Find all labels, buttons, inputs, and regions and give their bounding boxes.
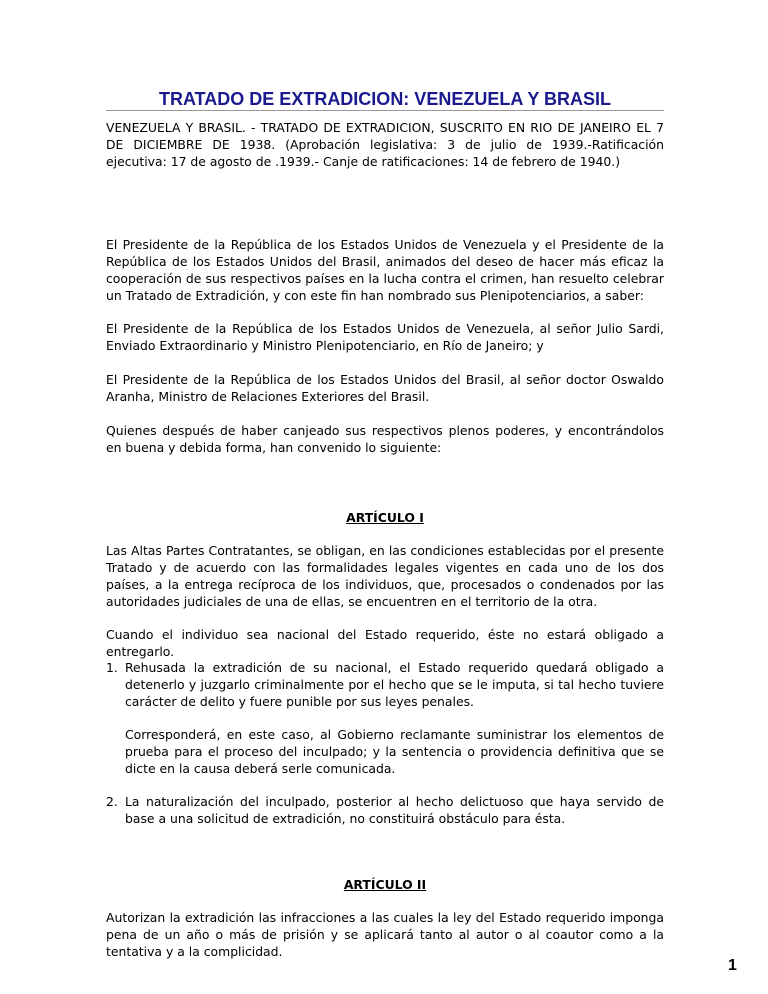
preamble-paragraph: El Presidente de la República de los Estados Unidos de Venezuela, al señor Julio Sardi, Enviado Extraordinario y Ministro Plenipotenciario, en Río de Janeiro; y (106, 321, 664, 353)
intro-paragraph: VENEZUELA Y BRASIL. - TRATADO DE EXTRADICION, SUSCRITO EN RIO DE JANEIRO EL 7 DE DICIEMBRE DE 1938. (Aprobación legislativa: 3 de julio de 1939.-Ratificación ejecutiva: 17 de agosto de .1939.- Canje de ratificaciones: 14 de febrero de 1940.) (106, 120, 664, 169)
preamble-paragraph: El Presidente de la República de los Estados Unidos de Venezuela y el Presidente de la República de los Estados Unidos del Brasil, animados del deseo de hacer más eficaz la cooperación de sus respectivos países en la lucha contra el crimen, han resuelto celebrar un Tratado de Extradición, y con este fin han nombrado sus Plenipotenciarios, a saber: (106, 237, 664, 303)
document-title: TRATADO DE EXTRADICION: VENEZUELA Y BRASIL (158, 89, 612, 109)
article-1-heading: ARTÍCULO I (346, 510, 424, 525)
preamble-paragraph: Quienes después de haber canjeado sus respectivos plenos poderes, y encontrándolos en buena y debida forma, han convenido lo siguiente: (106, 423, 664, 455)
list-item (106, 659, 664, 710)
list-number: 2. (106, 794, 118, 809)
list-continuation: Corresponderá, en este caso, al Gobierno reclamante suministrar los elementos de prueba para el proceso del inculpado; y la sentencia o providencia definitiva que se dicte en la causa deberá serle comunicada. (125, 727, 664, 776)
article-2-heading: ARTÍCULO II (343, 877, 427, 892)
list-text: Rehusada la extradición de su nacional, el Estado requerido quedará obligado a detenerlo y juzgarlo criminalmente por el hecho que se le imputa, si tal hecho tuviere carácter de delito y fuere punible por sus leyes penales. (125, 660, 664, 709)
list-number: 1. (106, 660, 118, 675)
list-text: La naturalización del inculpado, posterior al hecho delictuoso que haya servido de base a una solicitud de extradición, no constituirá obstáculo para ésta. (125, 794, 664, 826)
title-divider (106, 110, 664, 111)
preamble-paragraph: El Presidente de la República de los Estados Unidos del Brasil, al señor doctor Oswaldo Aranha, Ministro de Relaciones Exteriores del Brasil. (106, 372, 664, 404)
article-1-paragraph: Cuando el individuo sea nacional del Estado requerido, éste no estará obligado a entregarlo. (106, 627, 664, 659)
page-number: 1 (728, 957, 737, 974)
list-item (106, 793, 664, 827)
article-1-paragraph: Las Altas Partes Contratantes, se obligan, en las condiciones establecidas por el presente Tratado y de acuerdo con las formalidades legales vigentes en cada uno de los dos países, a la entrega recíproca de los individuos, que, procesados o condenados por las autoridades judiciales de una de ellas, se encuentren en el territorio de la otra. (106, 543, 664, 609)
article-2-paragraph: Autorizan la extradición las infracciones a las cuales la ley del Estado requerido imponga pena de un año o más de prisión y se aplicará tanto al autor o al coautor como a la tentativa y a la complicidad. (106, 910, 664, 959)
